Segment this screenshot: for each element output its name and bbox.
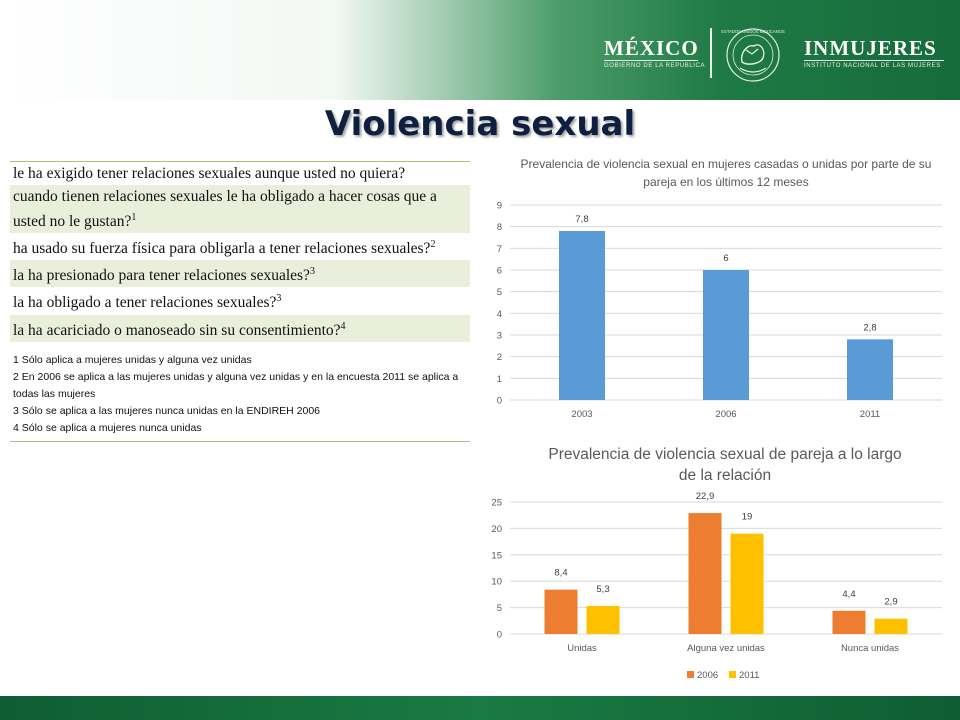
footnote-ref: 3 <box>309 266 315 278</box>
bar <box>731 534 764 634</box>
question-text: la ha presionado para tener relaciones sexuales? <box>13 267 310 285</box>
y-tick-label: 2 <box>496 352 502 364</box>
y-tick-label: 10 <box>491 576 502 588</box>
y-tick-label: 0 <box>496 395 502 407</box>
y-tick-label: 9 <box>496 200 502 212</box>
question-row <box>10 315 470 342</box>
y-tick-label: 25 <box>491 497 502 509</box>
x-tick-label: Nunca unidas <box>840 643 900 654</box>
bar <box>847 339 893 400</box>
mexico-logo-sub: GOBIERNO DE LA REPÚBLICA <box>604 63 706 69</box>
mexico-logo-rule <box>604 60 698 61</box>
legend-swatch <box>687 671 694 678</box>
footnote-ref: 2 <box>430 239 436 251</box>
chart2-svg <box>480 490 950 690</box>
question-row <box>10 260 470 287</box>
question-text: ha usado su fuerza física para obligarla a tener relaciones sexuales? <box>13 240 431 258</box>
inmujeres-logo-rule <box>804 60 944 61</box>
header-banner <box>0 0 960 100</box>
data-label: 6 <box>723 253 729 264</box>
bar <box>689 513 722 634</box>
chart1-title: Prevalencia de violencia sexual en mujeres casadas o unidas por parte de su pareja en los últimos 12 meses <box>520 157 932 189</box>
national-seal-icon <box>718 24 788 86</box>
x-tick-label: 2011 <box>859 409 881 420</box>
footnote-text: 1 Sólo aplica a mujeres unidas y alguna vez unidas <box>13 353 252 366</box>
y-tick-label: 1 <box>496 373 502 385</box>
bar <box>875 619 908 634</box>
footnote-text: 4 Sólo se aplica a mujeres nunca unidas <box>13 421 202 434</box>
data-label: 2,8 <box>863 322 877 334</box>
x-tick-label: Unidas <box>567 643 597 654</box>
question-row <box>10 287 470 314</box>
x-tick-label: 2003 <box>571 409 593 420</box>
data-label: 22,9 <box>695 491 715 503</box>
question-row <box>10 233 470 260</box>
footnotes <box>10 342 470 441</box>
data-label: 8,4 <box>554 567 568 579</box>
bar <box>703 270 749 400</box>
legend-swatch <box>729 671 736 678</box>
bar <box>833 611 866 634</box>
footnote-text: 2 En 2006 se aplica a las mujeres unidas y alguna vez unidas y en la encuesta 2011 se aplica a todas las mujeres <box>13 370 459 400</box>
footnote-ref: 1 <box>131 212 137 223</box>
data-label: 7,8 <box>575 214 589 225</box>
y-tick-label: 7 <box>496 243 502 255</box>
bar <box>559 231 605 400</box>
chart1-svg <box>480 195 950 425</box>
bar <box>545 590 578 634</box>
x-tick-label: 2006 <box>715 409 737 420</box>
logo-divider <box>710 28 712 78</box>
footer-banner <box>0 696 960 720</box>
y-tick-label: 0 <box>496 629 502 641</box>
legend-label: 2006 <box>697 670 719 681</box>
question-text: la ha obligado a tener relaciones sexuales? <box>13 294 277 312</box>
y-tick-label: 8 <box>496 222 502 234</box>
y-tick-label: 6 <box>496 265 502 277</box>
data-label: 4,4 <box>842 588 856 600</box>
mexico-logo-name: MÉXICO <box>604 36 699 60</box>
y-tick-label: 4 <box>496 308 502 320</box>
y-tick-label: 20 <box>491 523 502 535</box>
question-row <box>10 185 470 233</box>
inmujeres-logo-name: INMUJERES <box>804 36 937 60</box>
footnote-ref: 4 <box>340 320 346 332</box>
x-tick-label: Alguna vez unidas <box>687 643 765 654</box>
footnote-text: 3 Sólo se aplica a las mujeres nunca unidas en la ENDIREH 2006 <box>13 404 321 417</box>
question-rows <box>10 162 470 342</box>
chart2-title: Prevalencia de violencia sexual de pareja a lo largo de la relación <box>548 446 902 484</box>
y-tick-label: 3 <box>496 330 502 342</box>
y-tick-label: 5 <box>496 287 502 299</box>
data-label: 19 <box>741 511 753 523</box>
y-tick-label: 15 <box>491 550 502 562</box>
data-label: 2,9 <box>884 596 898 608</box>
inmujeres-logo-sub: INSTITUTO NACIONAL DE LAS MUJERES <box>804 63 941 69</box>
data-label: 5,3 <box>596 584 610 596</box>
question-text: cuando tienen relaciones sexuales le ha obligado a hacer cosas que a usted no le gustan? <box>13 188 437 231</box>
question-text: la ha acariciado o manoseado sin su consentimiento? <box>13 321 341 339</box>
bar <box>587 606 620 634</box>
y-tick-label: 5 <box>496 603 502 615</box>
question-row <box>10 162 470 185</box>
page-title: Violencia sexual <box>324 104 636 144</box>
question-text: le ha exigido tener relaciones sexuales aunque usted no quiera? <box>13 165 406 182</box>
legend-label: 2011 <box>739 670 760 681</box>
question-table <box>10 161 470 442</box>
footnote-ref: 3 <box>276 293 282 305</box>
seal-caption: ESTADOS UNIDOS MEXICANOS <box>721 29 785 34</box>
